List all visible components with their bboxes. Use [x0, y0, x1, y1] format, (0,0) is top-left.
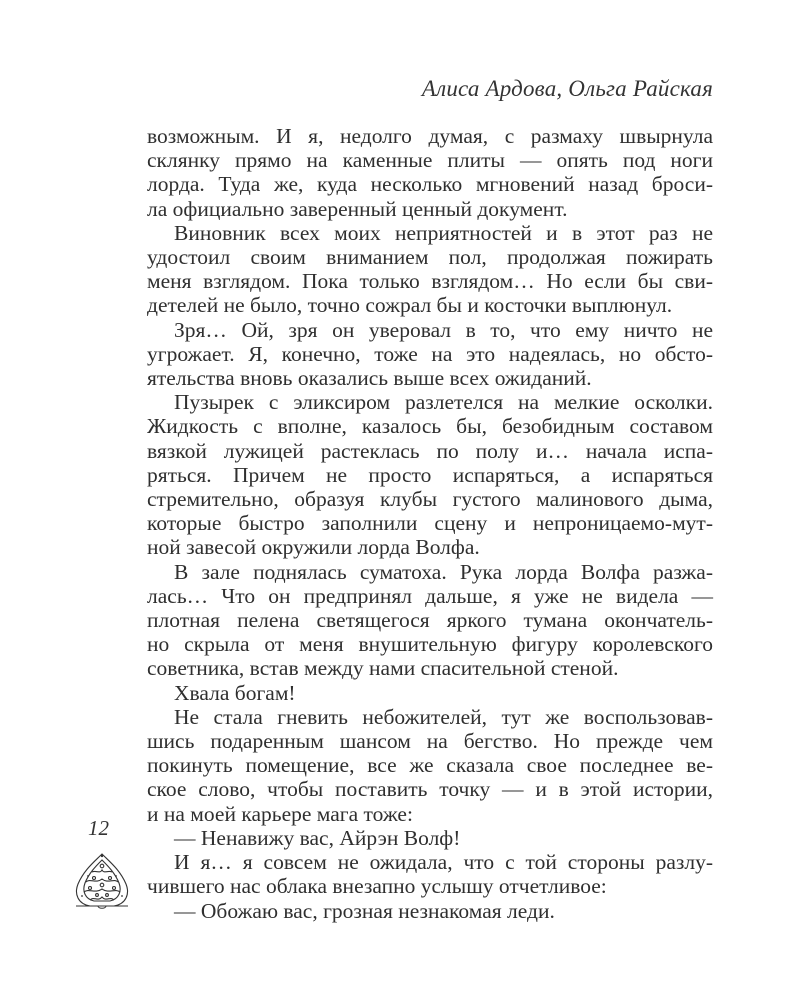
text-line: Не стала гневить небожителей, тут же воспользовав- [174, 704, 713, 729]
text-line: — Обожаю вас, грозная незнакомая леди. [174, 898, 555, 923]
text-line: лась… Что он предпринял дальше, я уже не видела — [147, 583, 713, 608]
text-line: — Ненавижу вас, Айрэн Волф! [174, 825, 461, 850]
lace-flourish-icon [70, 848, 134, 912]
text-line: ятельства вновь оказались выше всех ожиданий. [147, 366, 592, 391]
text-line: Зря… Ой, зря он уверовал в то, что ему ничто не [174, 317, 713, 342]
page-number: 12 [88, 816, 109, 840]
text-line: детелей не было, точно сожрал бы и косточки выплюнул. [147, 293, 673, 318]
text-line: угрожает. Я, конечно, тоже на это надеялась, но обсто- [147, 341, 713, 366]
text-line: удостоил своим вниманием пол, продолжая пожирать [147, 245, 713, 270]
text-line: советника, встав между нами спасительной стеной. [147, 656, 619, 681]
text-line: возможным. И я, недолго думая, с размаху швырнула [147, 124, 713, 148]
body-text [147, 124, 713, 923]
text-line: меня взглядом. Пока только взглядом… Но если бы сви- [147, 269, 713, 294]
running-header: Алиса Ардова, Ольга Райская [421, 76, 713, 101]
text-line: покинуть помещение, все же сказала свое последнее ве- [147, 753, 713, 778]
text-line: Виновник всех моих неприятностей и в этот раз не [174, 220, 713, 245]
text-line: и на моей карьере мага тоже: [147, 801, 413, 826]
text-line: но скрыла от меня внушительную фигуру королевского [147, 632, 713, 657]
text-line: И я… я совсем не ожидала, что с той стороны разлу- [174, 850, 713, 875]
text-line: Хвала богам! [174, 680, 296, 705]
text-line: шись подаренным шансом на бегство. Но прежде чем [147, 729, 713, 754]
text-line: склянку прямо на каменные плиты — опять под ноги [147, 148, 713, 173]
text-line: стремительно, образуя клубы густого малинового дыма, [147, 487, 713, 512]
text-line: Пузырек с эликсиром разлетелся на мелкие осколки. [174, 390, 713, 415]
text-line: ной завесой окружили лорда Волфа. [147, 535, 480, 560]
text-line: ское слово, чтобы поставить точку — и в этой истории, [147, 777, 713, 802]
text-line: которые быстро заполнили сцену и непроницаемо-мут- [147, 511, 713, 536]
text-line: ряться. Причем не просто испаряться, а испаряться [147, 462, 713, 487]
text-line: чившего нас облака внезапно услышу отчетливое: [147, 874, 607, 899]
text-line: Жидкость с вполне, казалось бы, безобидным составом [147, 414, 713, 439]
text-line: вязкой лужицей растеклась по полу и… начала испа- [147, 438, 713, 463]
text-line: В зале поднялась суматоха. Рука лорда Волфа разжа- [174, 559, 713, 584]
text-line: лорда. Туда же, куда несколько мгновений назад броси- [147, 172, 713, 197]
text-line: плотная пелена светящегося яркого тумана окончатель- [147, 608, 713, 633]
text-line: ла официально заверенный ценный документ. [147, 196, 568, 221]
